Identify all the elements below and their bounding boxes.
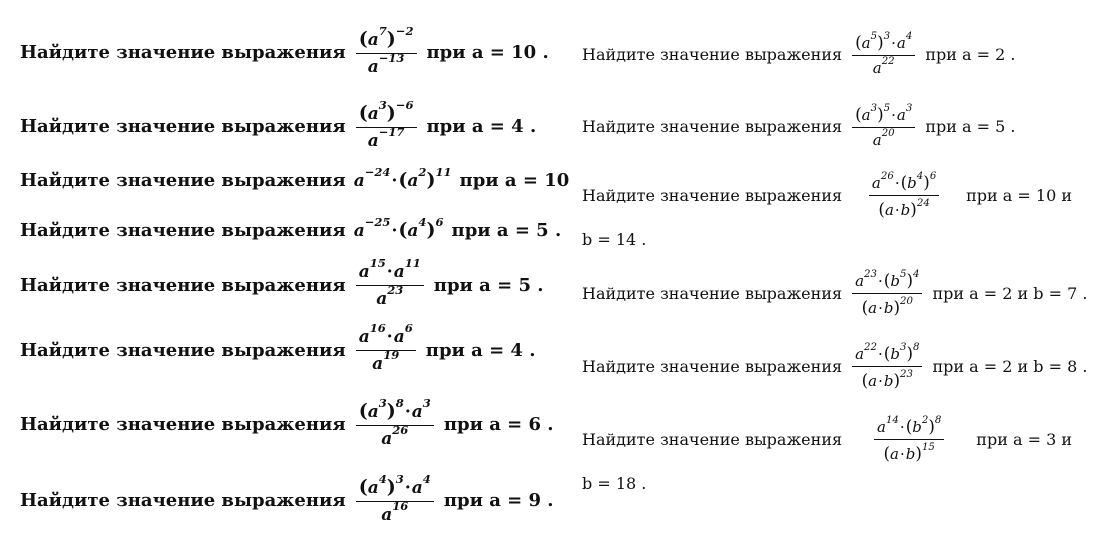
task-left-4 [20, 212, 561, 248]
task-left-2 [20, 92, 536, 160]
task-right-3-continuation: b = 14 . [582, 230, 647, 249]
task-phrase: Найдите значение выражения [582, 185, 843, 205]
math-expression: $\frac{(a^7)^{-2}}{a^{-13}}$ [354, 28, 419, 77]
math-expression: $\frac{(a^5)^3\cdot a^4}{a^{22}}$ [850, 32, 917, 77]
task-condition: при a = 9 . [443, 489, 554, 511]
task-condition: при a = 5 . [433, 274, 544, 296]
task-condition: при a = 5 . [451, 219, 562, 241]
task-phrase: Найдите значение выражения [582, 116, 843, 136]
task-left-3 [20, 162, 569, 198]
task-right-2 [582, 94, 1015, 158]
task-phrase: Найдите значение выражения [20, 413, 346, 435]
task-condition: при a = 10 и [966, 185, 1072, 205]
task-phrase: Найдите значение выражения [20, 115, 346, 137]
math-expression: $\frac{a^{14}\cdot(b^2)^8}{(a\cdot b)^{15}}$ [872, 416, 946, 463]
task-right-5 [582, 333, 1087, 399]
task-phrase: Найдите значение выражения [582, 356, 843, 376]
task-phrase: Найдите значение выражения [582, 283, 843, 303]
task-right-6 [582, 406, 1072, 472]
math-expression: $a^{-24}\cdot(a^2)^{11}$ [353, 165, 452, 191]
math-expression: $\frac{a^{22}\cdot(b^3)^8}{(a\cdot b)^{23}}$ [850, 343, 924, 390]
task-left-5 [20, 255, 544, 315]
task-left-1 [20, 18, 549, 86]
math-expression: $\frac{a^{16}\cdot a^6}{a^{19}}$ [354, 327, 418, 374]
math-expression: $\frac{(a^3)^{-6}}{a^{-17}}$ [354, 102, 419, 151]
task-right-3 [582, 162, 1072, 228]
math-expression: $\frac{(a^3)^8\cdot a^3}{a^{26}}$ [354, 400, 436, 449]
task-right-4 [582, 260, 1087, 326]
task-condition: при a = 2 . [925, 44, 1016, 64]
task-phrase: Найдите значение выражения [20, 41, 346, 63]
task-left-8 [20, 466, 554, 534]
math-expression: $\frac{a^{23}\cdot(b^5)^4}{(a\cdot b)^{20}}$ [850, 270, 924, 317]
task-phrase: Найдите значение выражения [20, 169, 346, 191]
task-right-1 [582, 22, 1015, 86]
math-expression: $\frac{(a^3)^5\cdot a^3}{a^{20}}$ [850, 104, 917, 149]
math-expression: $\frac{a^{26}\cdot(b^4)^6}{(a\cdot b)^{24}}$ [867, 172, 941, 219]
task-condition: при a = 4 . [425, 339, 536, 361]
task-condition: при a = 2 и b = 7 . [932, 283, 1088, 303]
task-condition: при a = 10 [459, 169, 570, 191]
task-phrase: Найдите значение выражения [20, 219, 346, 241]
math-expression: $\frac{(a^4)^3\cdot a^4}{a^{16}}$ [354, 476, 436, 525]
task-left-6 [20, 320, 535, 380]
task-phrase: Найдите значение выражения [20, 339, 346, 361]
math-expression: $\frac{a^{15}\cdot a^{11}}{a^{23}}$ [354, 262, 426, 309]
task-phrase: Найдите значение выражения [582, 429, 843, 449]
task-left-7 [20, 390, 554, 458]
task-right-6-continuation: b = 18 . [582, 474, 647, 493]
task-condition: при a = 2 и b = 8 . [932, 356, 1088, 376]
task-condition: при a = 10 . [426, 41, 549, 63]
task-condition: при a = 4 . [426, 115, 537, 137]
task-condition: при a = 5 . [925, 116, 1016, 136]
task-phrase: Найдите значение выражения [20, 274, 346, 296]
math-expression: $a^{-25}\cdot(a^4)^6$ [353, 215, 444, 241]
task-condition: при a = 3 и [976, 429, 1072, 449]
task-phrase: Найдите значение выражения [582, 44, 843, 64]
task-phrase: Найдите значение выражения [20, 489, 346, 511]
task-condition: при a = 6 . [443, 413, 554, 435]
